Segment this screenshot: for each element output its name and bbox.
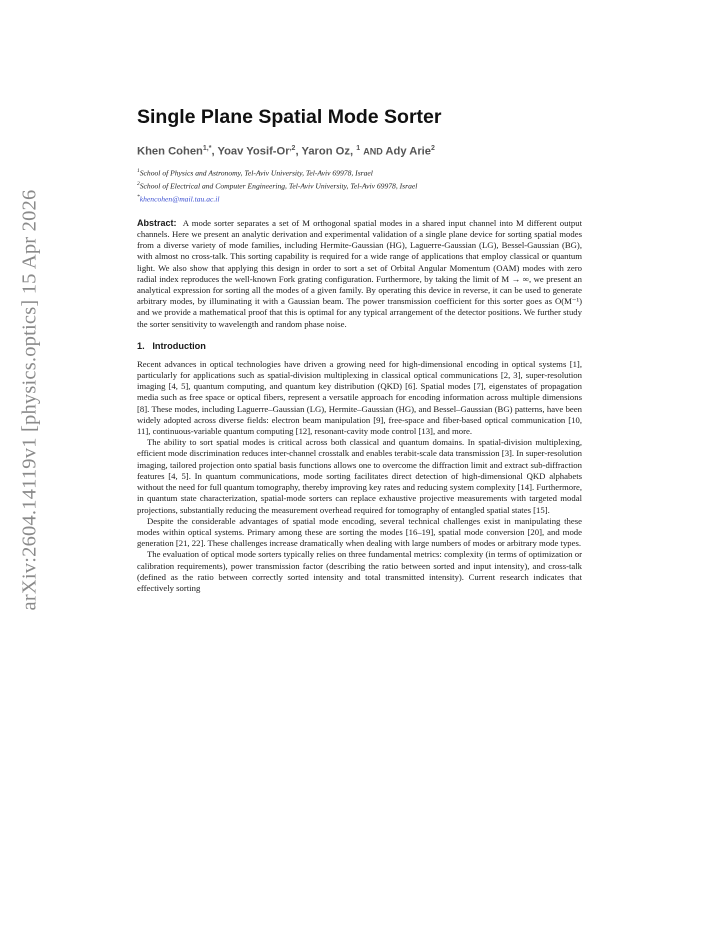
email-link[interactable]: khencohen@mail.tau.ac.il [139,194,220,204]
section-body [137,359,582,594]
author-list: Khen Cohen$^{1,*}$, Yoav Yosif-$Or^{,2}$, Yaron Oz, $^1$ AND Ady Arie$^2$ [137,145,435,158]
section-heading: 1. Introduction [137,340,206,351]
abstract [137,218,582,330]
author-marks: 1,* [202,145,212,152]
affiliation [137,179,582,192]
affiliation-text: School of Physics and Astronomy, Tel-Aviv University, Tel-Aviv 69978, Israel [139,168,373,178]
paper-title: Single Plane Spatial Mode Sorter [137,106,442,128]
author-conjunction: AND [363,146,383,157]
arxiv-identifier: arXiv:2604.14119v1 [physics.optics] 15 Apr 2026 [18,189,41,611]
arxiv-sidebar [8,150,52,650]
affiliation-text: School of Electrical and Computer Engineering, Tel-Aviv University, Tel-Aviv 69978, Israel [139,181,418,191]
corresponding-email [137,192,582,205]
affiliation-mark: 2 [137,180,140,187]
author-marks: 2 [291,145,296,152]
author-name: Khen Cohen [137,145,203,158]
paper-page [137,104,582,594]
paragraph: Despite the considerable advantages of spatial mode encoding, several technical challenges exist in manipulating these modes within optical systems. Primary among these are sorting the modes [16–19], spatial mode conversion [20], and mode generation [21, 22]. These challenges increase dramatically when dealing with large numbers of modes or arbitrary mode types. [137,515,582,549]
author-marks: 2 [431,145,435,152]
email-mark: * [137,193,140,200]
author-marks: 1 [356,145,361,152]
abstract-label: Abstract: [137,217,177,228]
affiliation [137,166,582,179]
affiliations [137,166,582,205]
paragraph: The evaluation of optical mode sorters typically relies on three fundamental metrics: complexity (in terms of optimization or calibration requirements), power transmission factor (describing the ratio between sorted and input intensity), and cross-talk (defined as the ratio between correctly sorted intensity and total transmitted intensity). Current research indicates that effectively sorting [137,549,582,593]
author-name: Yoav Yosif-Or [217,145,290,158]
author-name: Ady Arie [385,145,431,158]
author-name: Yaron Oz [301,145,350,158]
paragraph: Recent advances in optical technologies have driven a growing need for high-dimensional encoding in optical systems [1], particularly for applications such as spatial-division multiplexing in classical optical communications [2, 3], super-resolution imaging [4, 5], quantum computing, and quantum key distribution (QKD) [6]. Spatial modes [7], eigenstates of propagation media such as free space or optical fibers, represent a versatile approach for encoding information across multiple dimensions [8]. These modes, including Laguerre–Gaussian (LG), Hermite–Gaussian (HG), and Bessel–Gaussian (BG) patterns, have been widely adopted across diverse fields: electron beam manipulation [9], free-space and fiber-based optical communication [10, 11], continuous-variable quantum computing [12], resonant-cavity mode control [13], and more. [137,358,582,437]
paragraph: The ability to sort spatial modes is critical across both classical and quantum domains. In spatial-division multiplexing, efficient mode discrimination reduces inter-channel crosstalk and enables terabit-scale data transmission [3]. In super-resolution imaging, tailored projection onto spatial basis functions allows one to overcome the diffraction limit and extract sub-diffraction features [4, 5]. In quantum communications, mode sorting facilitates direct detection of high-dimensional QKD alphabets without the need for full quantum tomography, thereby improving key rates and reducing system complexity [14]. Furthermore, in quantum state characterization, spatial-mode sorters can replace exhaustive projective measurements with targeted modal projections, substantially reducing the measurement overhead required for tomography of entangled spatial states [15]. [137,437,582,515]
abstract-text: A mode sorter separates a set of M orthogonal spatial modes in a shared input channel into M different output channels. Here we present an analytic derivation and experimental validation of a single plane device for sorting spatial modes from a diverse variety of mode families, including Hermite-Gaussian (HG), Laguerre-Gaussian (LG), Bessel-Gaussian (BG), with almost no cross-talk. This sorting capability is required for a wide range of applications that employ classical or quantum light. We also show that applying this design in order to sort a set of Orbital Angular Momentum (OAM) modes with zero radial index reproduces the well-known Fork grating configuration. Furthermore, by taking the limit of M → ∞, we present an analytical expression for sorting all the modes of a given family. By operating this device in reverse, it can be used to generate arbitrary modes, by illuminating it with a Gaussian beam. The power transmission coefficient for this sorter goes as O(M⁻¹) and we provide a mathematical proof that this is optimal for any typical arrangement of the detector positions. We further study the sorter sensitivity to wavelength and random phase noise. [137,217,582,329]
affiliation-mark: 1 [137,167,140,174]
